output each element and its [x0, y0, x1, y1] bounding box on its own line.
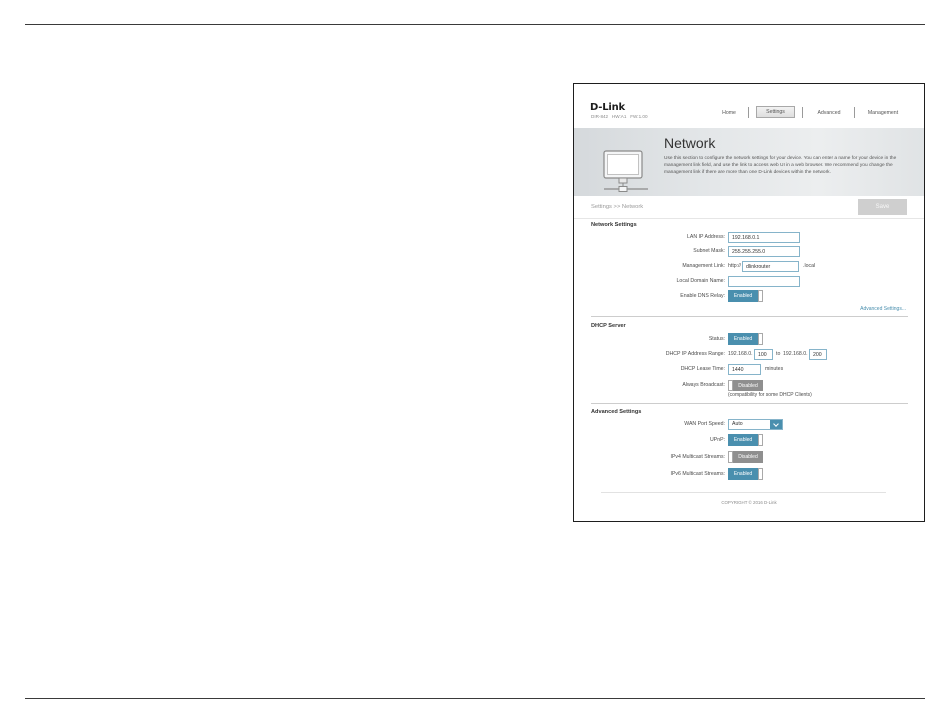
ipv6-multicast-toggle[interactable]	[728, 468, 764, 480]
toolbar	[574, 197, 924, 219]
dhcp-range-label: DHCP IP Address Range:	[665, 351, 725, 357]
wan-port-speed-value: Auto	[732, 421, 743, 427]
lease-time-input[interactable]	[728, 364, 761, 375]
ipv6-multicast-label: IPv6 Multicast Streams:	[670, 471, 725, 477]
nav-advanced[interactable]: Advanced	[817, 110, 841, 116]
toggle-handle	[758, 468, 763, 480]
dhcp-range-start-prefix: 192.168.0.	[728, 351, 753, 357]
page-title: Network	[664, 135, 716, 151]
section-divider	[591, 403, 908, 404]
toggle-handle	[758, 434, 763, 446]
lease-time-label: DHCP Lease Time:	[680, 366, 725, 372]
subnet-mask-input[interactable]	[728, 246, 800, 257]
lan-ip-label: LAN IP Address:	[687, 234, 725, 240]
wan-port-speed-select[interactable]	[728, 419, 783, 430]
dns-relay-label: Enable DNS Relay:	[680, 293, 725, 299]
dlink-logo: D-Link	[590, 102, 626, 113]
toggle-state: Disabled	[733, 451, 763, 463]
toggle-state: Enabled	[728, 434, 758, 446]
nav-management[interactable]: Management	[867, 110, 899, 116]
footer-divider	[601, 492, 886, 493]
ipv4-multicast-toggle[interactable]	[728, 451, 764, 463]
management-link-suffix: .local	[803, 263, 816, 269]
top-rule	[25, 24, 925, 25]
copyright: COPYRIGHT © 2016 D-Link	[721, 500, 777, 505]
lan-ip-input[interactable]	[728, 232, 800, 243]
local-domain-input[interactable]	[728, 276, 800, 287]
advanced-settings-link[interactable]: Advanced Settings...	[860, 306, 906, 312]
toggle-state: Disabled	[733, 380, 763, 391]
management-link-label: Management Link:	[682, 263, 725, 269]
router-settings-screenshot	[573, 83, 925, 522]
section-heading-network-settings: Network Settings	[591, 222, 637, 228]
subnet-mask-label: Subnet Mask:	[693, 248, 725, 254]
toggle-handle	[758, 333, 763, 345]
nav-separator	[748, 107, 749, 118]
section-heading-advanced-settings: Advanced Settings	[591, 409, 642, 415]
upnp-label: UPnP:	[710, 437, 725, 443]
nav-separator	[802, 107, 803, 118]
toggle-state: Enabled	[728, 290, 758, 302]
section-divider	[591, 316, 908, 317]
bottom-rule	[25, 698, 925, 699]
device-info: DIR-842 HW:A1 FW:1.00	[591, 114, 648, 119]
local-domain-label: Local Domain Name:	[676, 278, 725, 284]
dhcp-status-label: Status:	[708, 336, 725, 342]
always-broadcast-note: (compatibility for some DHCP Clients)	[728, 392, 812, 398]
lease-time-unit: minutes	[765, 366, 784, 372]
wan-port-speed-label: WAN Port Speed:	[684, 421, 725, 427]
toggle-handle	[758, 290, 763, 302]
save-button[interactable]: Save	[858, 199, 907, 215]
page-banner	[574, 128, 924, 196]
dhcp-range-start-input[interactable]	[754, 349, 773, 360]
ipv4-multicast-label: IPv4 Multicast Streams:	[670, 454, 725, 460]
nav-separator	[854, 107, 855, 118]
dhcp-status-toggle[interactable]	[728, 333, 764, 345]
always-broadcast-label: Always Broadcast:	[682, 382, 725, 388]
always-broadcast-toggle[interactable]	[728, 380, 764, 391]
page-description: Use this section to configure the network settings for your device. You can enter a name for your device in the management link field, and use the link to access web UI in a web browser. We recommend you change the management link if there are more than one D-Link devices within the network.	[664, 156, 897, 175]
dhcp-range-to: to	[776, 351, 781, 357]
chevron-down-icon[interactable]	[770, 420, 782, 429]
dns-relay-toggle[interactable]	[728, 290, 764, 302]
toggle-state: Enabled	[728, 333, 758, 345]
management-link-input[interactable]	[742, 261, 799, 272]
nav-home[interactable]: Home	[722, 110, 736, 116]
toggle-state: Enabled	[728, 468, 758, 480]
nav-settings[interactable]: Settings	[756, 106, 795, 118]
network-computer-icon	[601, 148, 651, 194]
dhcp-range-end-prefix: 192.168.0.	[783, 351, 808, 357]
dhcp-range-end-input[interactable]	[809, 349, 827, 360]
management-link-prefix: http://	[728, 263, 741, 269]
upnp-toggle[interactable]	[728, 434, 764, 446]
breadcrumb: Settings >> Network	[591, 204, 644, 210]
section-heading-dhcp-server: DHCP Server	[591, 323, 626, 329]
